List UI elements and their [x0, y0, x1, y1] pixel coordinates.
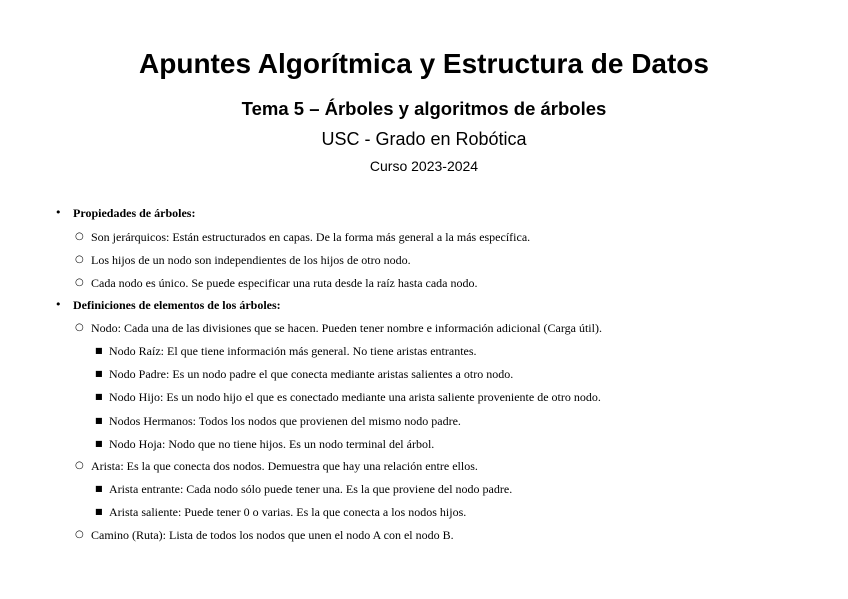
bullet-square: ■: [95, 416, 103, 425]
bullet-circle: ○: [75, 254, 84, 265]
list-item: [95, 343, 477, 359]
list-item: [75, 252, 411, 268]
list-item-propiedades: [55, 205, 196, 221]
bullet-square: ■: [95, 346, 103, 355]
list-item: [95, 413, 461, 429]
list-item: [95, 481, 513, 497]
section-heading-definiciones: Definiciones de elementos de los árboles:: [73, 298, 281, 312]
list-item-text: Camino (Ruta): Lista de todos los nodos que unen el nodo A con el nodo B.: [91, 528, 454, 542]
list-item-definiciones: [55, 297, 281, 313]
bullet-square: ■: [95, 484, 103, 493]
institution-line: USC - Grado en Robótica: [321, 129, 527, 149]
bullet-circle: ○: [75, 529, 84, 540]
list-item: [75, 275, 478, 291]
list-item-text: Los hijos de un nodo son independientes de los hijos de otro nodo.: [91, 253, 411, 267]
list-item-text: Nodo Padre: Es un nodo padre el que conecta mediante aristas salientes a otro nodo.: [109, 367, 514, 381]
list-item: [95, 389, 601, 405]
list-item-text: Cada nodo es único. Se puede especificar una ruta desde la raíz hasta cada nodo.: [91, 276, 478, 290]
list-item-text: Nodos Hermanos: Todos los nodos que provienen del mismo nodo padre.: [109, 414, 461, 428]
list-item: [95, 436, 435, 452]
list-item: [75, 229, 531, 245]
list-item-camino: [75, 527, 454, 543]
bullet-square: ■: [95, 439, 103, 448]
document-title: Apuntes Algorítmica y Estructura de Datos: [139, 48, 709, 79]
list-item-text: Nodo: Cada una de las divisiones que se hacen. Pueden tener nombre e información adicional (Carga útil).: [91, 321, 602, 335]
document-subtitle: Tema 5 – Árboles y algoritmos de árboles: [241, 98, 607, 119]
bullet-square: ■: [95, 507, 103, 516]
bullet-square: ■: [95, 369, 103, 378]
bullet-circle: ○: [75, 277, 84, 288]
bullet-circle: ○: [75, 322, 84, 333]
bullet-circle: ○: [75, 231, 84, 242]
bullet-disc: •: [55, 206, 62, 219]
list-item-text: Nodo Raíz: El que tiene información más general. No tiene aristas entrantes.: [109, 344, 477, 358]
list-item: [95, 504, 467, 520]
bullet-square: ■: [95, 392, 103, 401]
list-item-text: Nodo Hoja: Nodo que no tiene hijos. Es un nodo terminal del árbol.: [109, 437, 435, 451]
course-line: Curso 2023-2024: [369, 158, 479, 174]
list-item-text: Son jerárquicos: Están estructurados en capas. De la forma más general a la más específica.: [91, 230, 531, 244]
list-item: [95, 366, 514, 382]
list-item-text: Arista entrante: Cada nodo sólo puede tener una. Es la que proviene del nodo padre.: [109, 482, 513, 496]
bullet-circle: ○: [75, 460, 84, 471]
list-item-nodo: [75, 320, 602, 336]
bullet-disc: •: [55, 298, 62, 311]
list-item-text: Arista saliente: Puede tener 0 o varias. Es la que conecta a los nodos hijos.: [109, 505, 467, 519]
list-item-text: Arista: Es la que conecta dos nodos. Demuestra que hay una relación entre ellos.: [91, 459, 478, 473]
list-item-text: Nodo Hijo: Es un nodo hijo el que es conectado mediante una arista saliente proveniente de otro nodo.: [109, 390, 601, 404]
section-heading-propiedades: Propiedades de árboles:: [73, 206, 196, 220]
list-item-arista: [75, 458, 478, 474]
